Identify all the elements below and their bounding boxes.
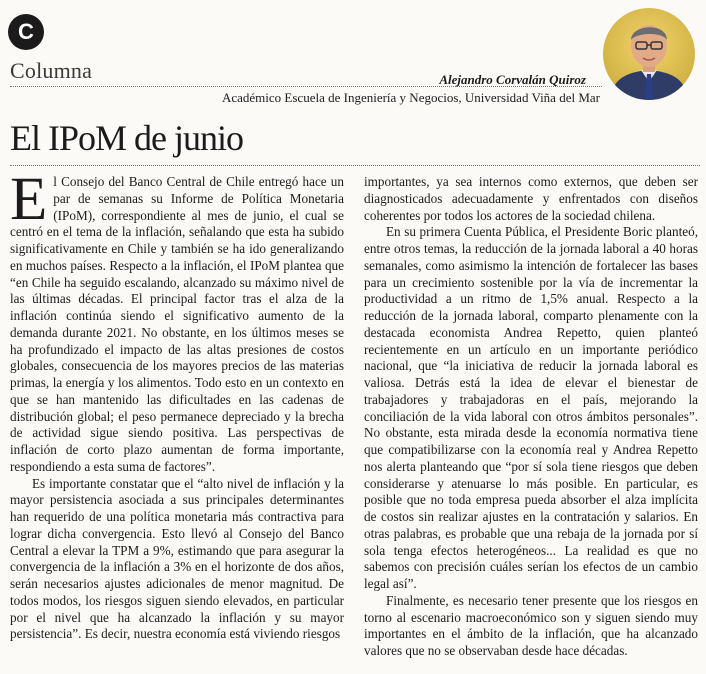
author-portrait-icon [603,8,695,100]
column-badge: C [8,14,44,50]
author-name: Alejandro Corvalán Quiroz [439,72,586,87]
article-title: El IPoM de junio [10,118,243,158]
paragraph: En su primera Cuenta Pública, el Presidente Boric planteó, entre otros temas, la reducción de la jornada laboral a 40 horas semanales, como asimismo la intención de fortalecer las bases para un crecimiento sostenible por la vía de incrementar la productividad a un ritmo de 1,5% anual. Respecto a la reducción de la jornada laboral, comparto plenamente con la destacada economista Andrea Repetto, quien planteó recientemente en un artículo en un importante periódico nacional, que “la iniciativa de reducir la jornada laboral es valiosa. Detrás está la idea de elevar el bienestar de trabajadores y trabajadoras en el país, mejorando la conciliación de la vida laboral con otros ámbitos personales”. No obstante, esta mirada desde la economía normativa tiene que compatibilizarse con la economía real y Andrea Repetto nos alerta planteando que “por sí sola tiene riesgos que deben considerarse y atenuarse lo más posible. En particular, es posible que no toda empresa pueda absorber el alza implícita de costos sin realizar ajustes en la contratación y salarios. En otras palabras, es probable que una rebaja de la jornada por sí sola tenga efectos heterogéneos... La realidad es que no sabemos con precisión cuáles serían los efectos de un cambio legal así”. [364,224,698,591]
drop-cap: E [10,166,48,233]
author-photo [603,8,695,100]
paragraph: Finalmente, es necesario tener presente que los riesgos en torno al escenario macroeconómico son y siguen siendo muy importantes en el ámbito de la inflación, que ha alcanzado valores que no se observaban desde hace décadas. [364,592,698,658]
paragraph: Es importante constatar que el “alto nivel de inflación y la mayor persistencia asociada a sus principales determinantes han requerido de una política monetaria más contractiva para lograr dicha convergencia. Esto llevó al Consejo del Banco Central a elevar la TPM a 9%, estimando que para asegurar la convergencia de la inflación a 3% en el horizonte de dos años, serán necesarios ajustes adicionales de menor magnitud. De todos modos, los riesgos siguen siendo elevados, en particular por el nivel que ha alcanzado la inflación y su mayor persistencia”. Es decir, nuestra economía está viviendo riesgos [10,475,344,642]
paragraph [10,166,344,476]
section-label: Columna [10,58,93,83]
paragraph: importantes, ya sea internos como externos, que deben ser diagnosticados adecuadamente y enfrentados con diseños coherentes por todos los actores de la sociedad chilena. [364,174,698,223]
title-divider [10,165,700,166]
article-column-left [10,166,344,643]
paragraph-text: l Consejo del Banco Central de Chile entregó hace un par de semanas su Informe de Política Monetaria (IPoM), correspondiente al mes de junio, el cual se centró en el tema de la inflación, señalando que esta ha subido significativamente en Chile y también se ha ido generalizando en muchos países. Respecto a la inflación, el IPoM plantea que “en Chile ha seguido escalando, alcanzado su máximo nivel de las últimas décadas. El principal factor tras el alza de la inflación continúa siendo el significativo aumento de la demanda durante 2021. No obstante, en los últimos meses se ha profundizado el impacto de las altas presiones de costos globales, consecuencia de los mayores precios de las materias primas, la energía y los alimentos. Todo esto en un contexto en que se han mantenido las dificultades en las cadenas de distribución global; el peso permanece depreciado y la brecha de actividad sigue siendo positiva. Las perspectivas de inflación de corto plazo aumentan de forma importante, respondiendo a esta suma de factores”. [10,174,344,474]
author-affiliation: Académico Escuela de Ingeniería y Negocios, Universidad Viña del Mar [221,90,600,105]
article-column-right [364,174,698,660]
